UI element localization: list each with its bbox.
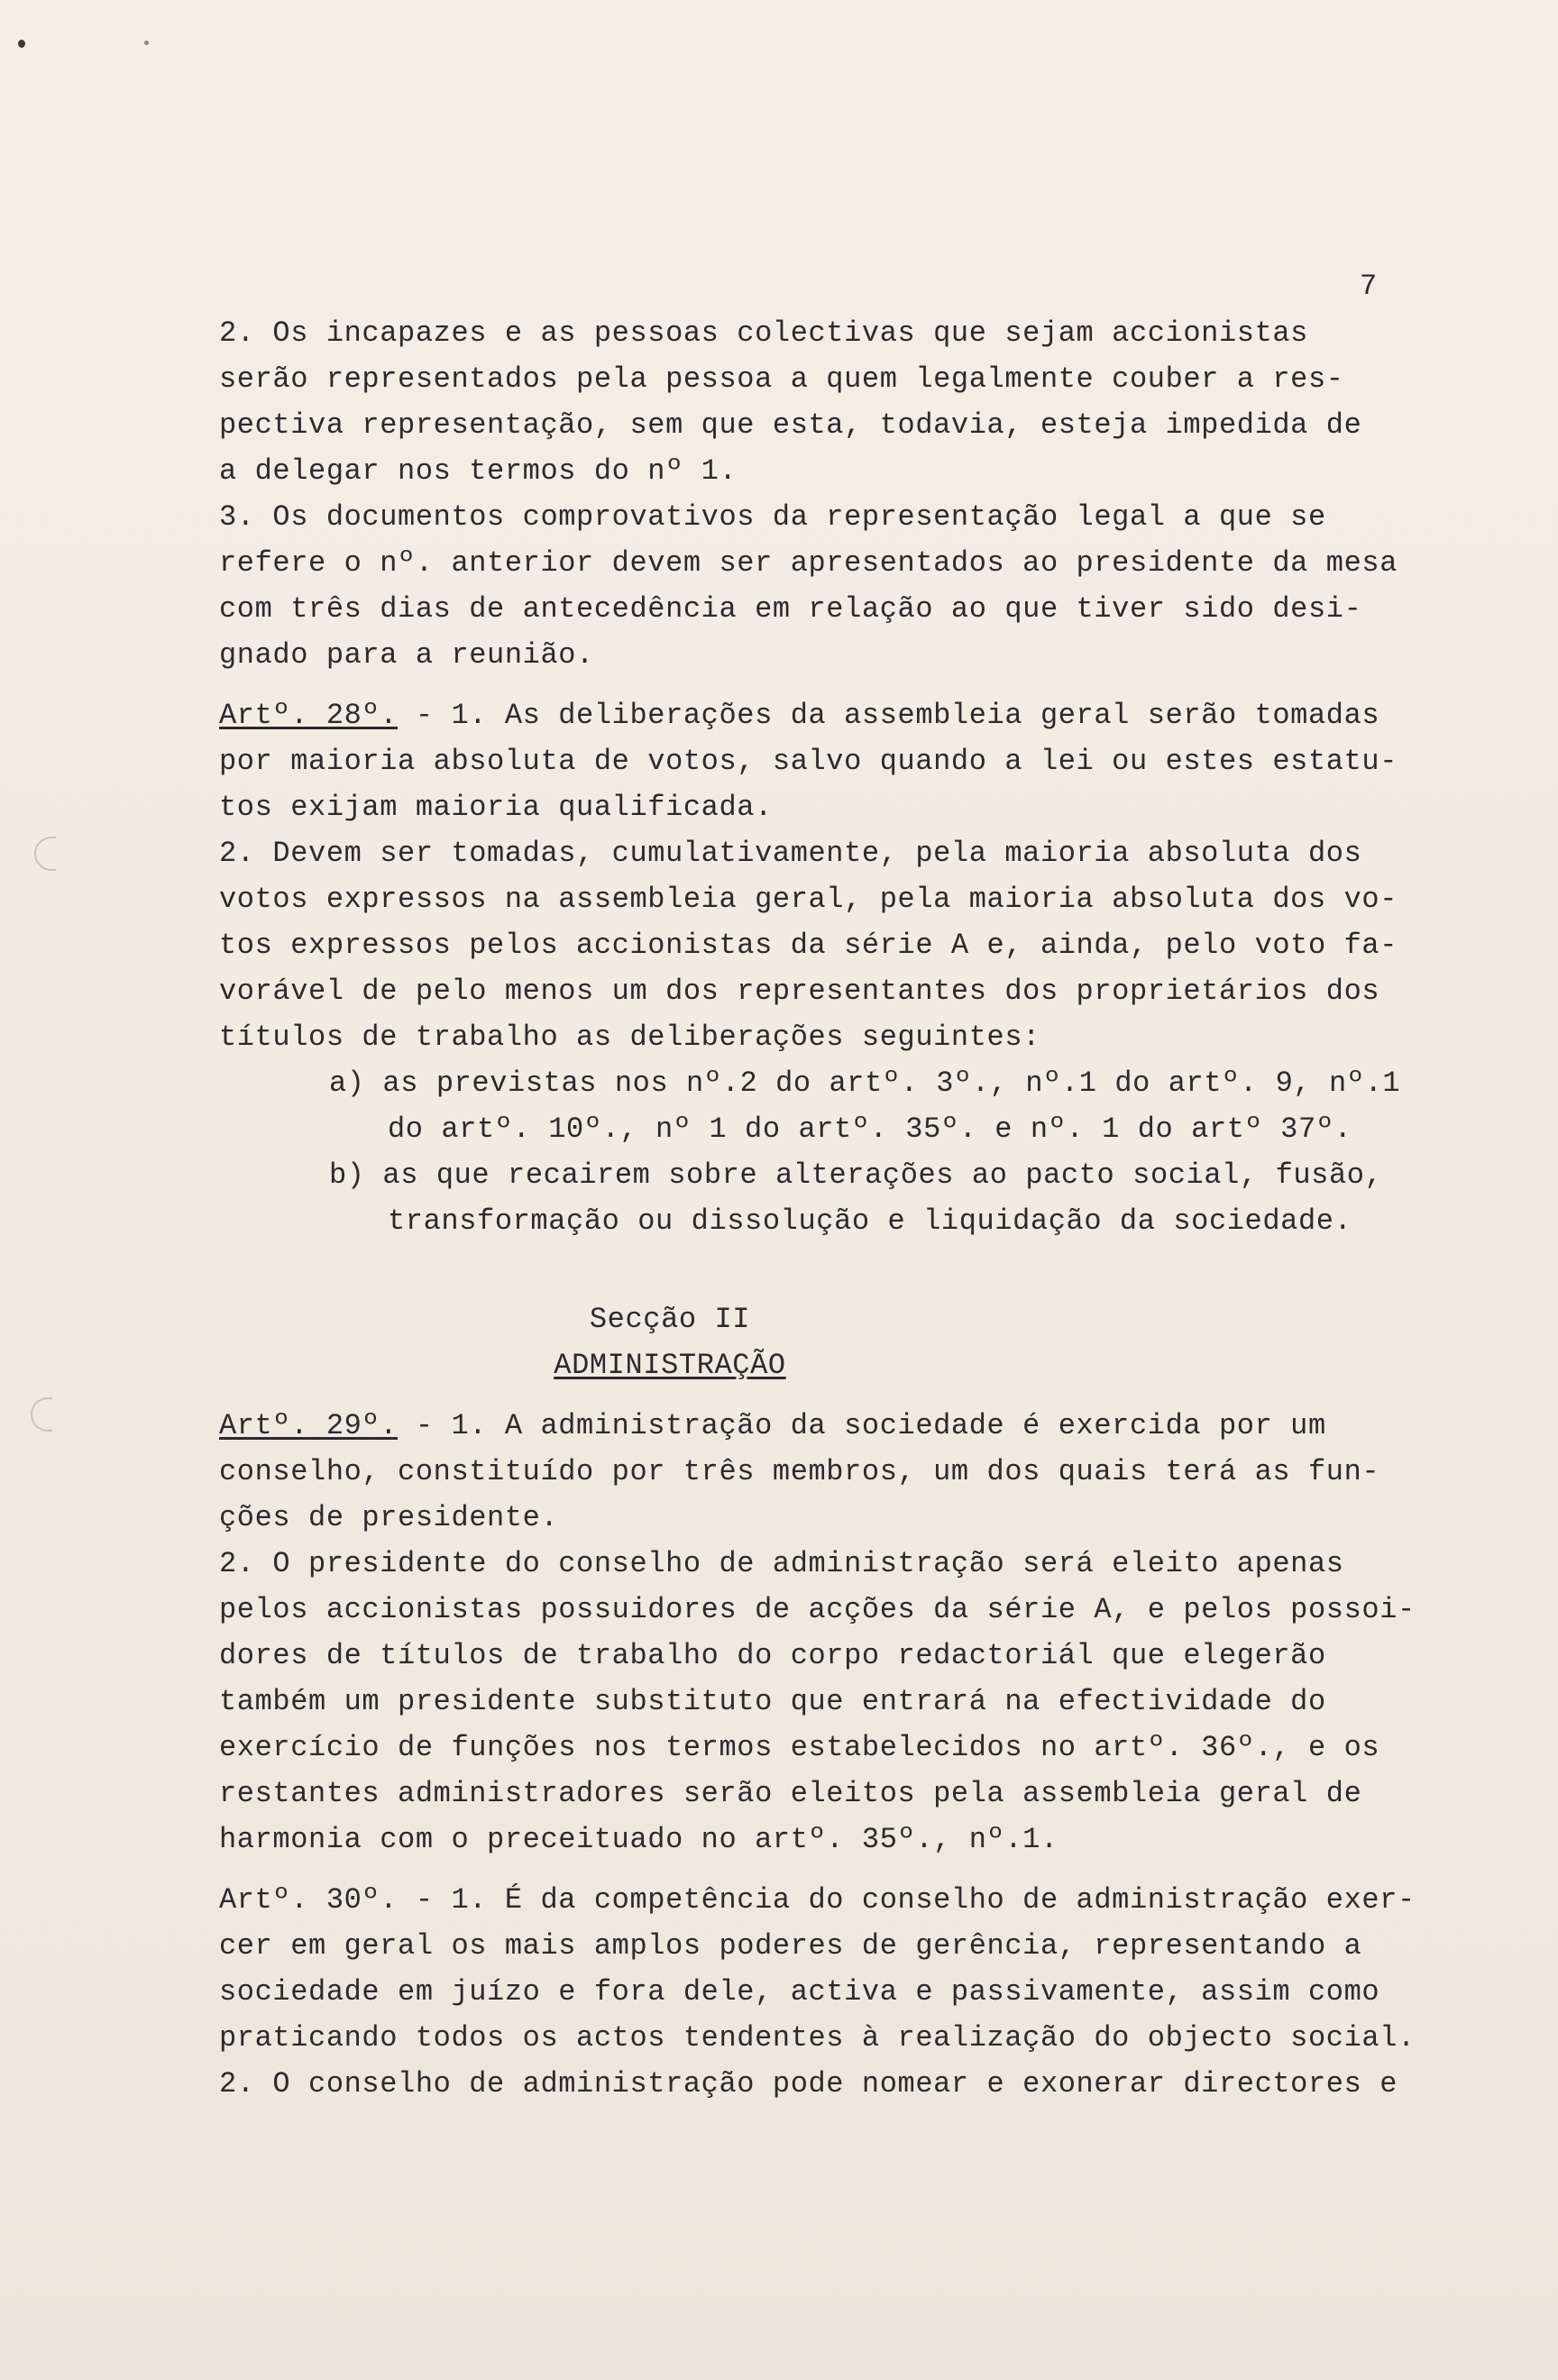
text-line: refere o nº. anterior devem ser apresentados ao presidente da mesa (219, 546, 1398, 580)
section-heading: ADMINISTRAÇÃO (554, 1349, 786, 1382)
text-line: ções de presidente. (219, 1501, 559, 1534)
text-line: 2. O presidente do conselho de administração será eleito apenas (219, 1547, 1344, 1580)
article-30-heading-line (219, 1877, 1472, 1923)
article-29-heading-line (219, 1403, 1472, 1449)
text-line: vorável de pelo menos um dos representantes dos proprietários dos (219, 975, 1380, 1008)
list-item-b-continuation: transformação ou dissolução e liquidação da sociedade. (388, 1204, 1352, 1238)
text-line: também um presidente substituto que entrará na efectividade do (219, 1685, 1326, 1718)
text-line: títulos de trabalho as deliberações seguintes: (219, 1021, 1040, 1054)
page-number: 7 (1360, 270, 1378, 303)
section-title: Secção II (589, 1303, 751, 1336)
article-28-heading-line (219, 692, 1472, 738)
list-item-a: a) as previstas nos nº.2 do artº. 3º., nº.1 do artº. 9, nº.1 (329, 1066, 1401, 1100)
article-29-first-line: - 1. A administração da sociedade é exercida por um (398, 1409, 1326, 1442)
punch-hole-top (34, 837, 56, 871)
spacer (219, 1388, 1472, 1403)
text-line: 3. Os documentos comprovativos da representação legal a que se (219, 500, 1326, 534)
text-line: tos exijam maioria qualificada. (219, 791, 773, 824)
text-line: conselho, constituído por três membros, um dos quais terá as fun- (219, 1455, 1380, 1488)
list-item-b: b) as que recairem sobre alterações ao pacto social, fusão, (329, 1158, 1383, 1192)
text-line: restantes administradores serão eleitos pela assembleia geral de (219, 1777, 1362, 1810)
punch-hole-bottom (31, 1397, 52, 1432)
article-29-label: Artº. 29º. (219, 1409, 399, 1442)
paragraph-3 (219, 494, 1472, 678)
text-line: pectiva representação, sem que esta, todavia, esteja impedida de (219, 408, 1362, 442)
article-28 (219, 692, 1472, 1244)
text-line: 2. Os incapazes e as pessoas colectivas que sejam accionistas (219, 316, 1308, 350)
spacer (219, 1863, 1472, 1877)
text-line: a delegar nos termos do nº 1. (219, 454, 738, 488)
text-line: sociedade em juízo e fora dele, activa e passivamente, assim como (219, 1975, 1380, 2009)
article-28-first-line: - 1. As deliberações da assembleia geral serão tomadas (398, 699, 1380, 732)
text-line: gnado para a reunião. (219, 638, 594, 672)
article-28-label: Artº. 28º. (219, 699, 399, 732)
text-line: praticando todos os actos tendentes à realização do objecto social. (219, 2021, 1416, 2055)
section-header (219, 1296, 1472, 1388)
article-30-label: Artº. 30º. (219, 1883, 399, 1917)
text-line: tos expressos pelos accionistas da série A e, ainda, pelo voto fa- (219, 929, 1398, 962)
ink-speck (18, 40, 25, 48)
text-line: com três dias de antecedência em relação ao que tiver sido desi- (219, 592, 1362, 626)
ink-speck (144, 41, 149, 45)
paragraph-2 (219, 310, 1472, 494)
section-heading-line (219, 1342, 1121, 1388)
document-body (219, 310, 1472, 2107)
text-line: pelos accionistas possuidores de acções da série A, e pelos possoi- (219, 1593, 1416, 1626)
text-line: harmonia com o preceituado no artº. 35º., nº.1. (219, 1823, 1059, 1856)
article-29 (219, 1403, 1472, 1863)
text-line: dores de títulos de trabalho do corpo redactoriál que elegerão (219, 1639, 1326, 1672)
text-line: exercício de funções nos termos estabelecidos no artº. 36º., e os (219, 1731, 1380, 1764)
article-30 (219, 1877, 1472, 2107)
text-line: cer em geral os mais amplos poderes de gerência, representando a (219, 1929, 1362, 1963)
text-line: 2. Devem ser tomadas, cumulativamente, pela maioria absoluta dos (219, 837, 1362, 870)
text-line: 2. O conselho de administração pode nomear e exonerar directores e (219, 2067, 1398, 2101)
text-line: serão representados pela pessoa a quem legalmente couber a res- (219, 362, 1344, 396)
list-item-a-continuation: do artº. 10º., nº 1 do artº. 35º. e nº. 1 do artº 37º. (388, 1112, 1352, 1146)
spacer (219, 678, 1472, 692)
article-30-first-line: - 1. É da competência do conselho de administração exer- (398, 1883, 1416, 1917)
text-line: votos expressos na assembleia geral, pela maioria absoluta dos vo- (219, 883, 1398, 916)
text-line: por maioria absoluta de votos, salvo quando a lei ou estes estatu- (219, 745, 1398, 778)
spacer (219, 1244, 1472, 1296)
